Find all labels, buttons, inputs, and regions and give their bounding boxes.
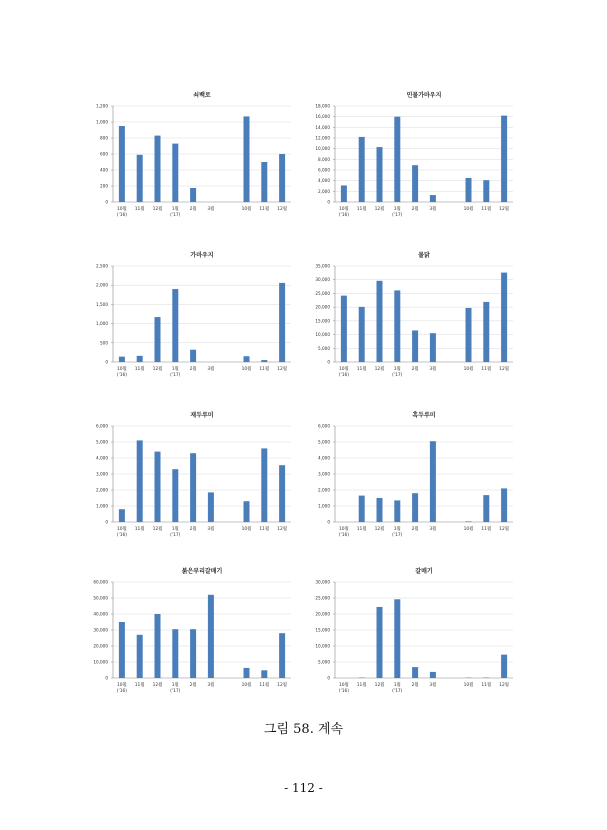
y-tick-label: 4,000 xyxy=(96,455,108,461)
bar xyxy=(244,668,250,678)
bar xyxy=(172,289,178,362)
y-tick-label: 0 xyxy=(105,359,108,365)
y-tick-label: 1,000 xyxy=(96,119,108,125)
x-year-label: ('16) xyxy=(338,373,350,378)
y-tick-label: 4,000 xyxy=(318,455,330,461)
chart-title: 갈매기 xyxy=(415,568,433,575)
x-year-label: ('17) xyxy=(170,533,181,538)
x-tick-label: 10월 xyxy=(116,527,127,532)
x-tick-label: 3월 xyxy=(429,367,437,372)
bar xyxy=(261,448,267,522)
y-tick-label: 200 xyxy=(100,183,108,189)
bar xyxy=(279,465,285,522)
x-tick-label: 11월 xyxy=(259,527,270,532)
y-tick-label: 50,000 xyxy=(93,595,108,601)
bar xyxy=(119,509,125,522)
x-tick-label: 10월 xyxy=(463,207,474,212)
x-tick-label: 1월 xyxy=(171,207,179,212)
x-tick-label: 3월 xyxy=(429,683,437,688)
y-tick-label: 20,000 xyxy=(93,643,108,649)
y-tick-label: 5,000 xyxy=(318,439,330,445)
bar xyxy=(394,599,400,678)
x-tick-label: 11월 xyxy=(481,367,492,372)
y-tick-label: 15,000 xyxy=(315,318,330,324)
x-tick-label: 2월 xyxy=(411,527,419,532)
bar xyxy=(119,126,125,202)
y-tick-label: 400 xyxy=(100,167,108,173)
bar xyxy=(172,469,178,522)
y-tick-label: 0 xyxy=(327,519,330,525)
page-number: - 112 - xyxy=(284,781,323,795)
x-tick-label: 11월 xyxy=(134,683,145,688)
y-tick-label: 35,000 xyxy=(315,263,330,269)
x-tick-label: 11월 xyxy=(481,527,492,532)
x-tick-label: 3월 xyxy=(429,527,437,532)
y-tick-label: 25,000 xyxy=(315,290,330,296)
x-tick-label: 12월 xyxy=(374,367,385,372)
x-tick-label: 2월 xyxy=(189,683,197,688)
x-tick-label: 3월 xyxy=(207,367,215,372)
y-tick-label: 6,000 xyxy=(318,167,330,173)
x-tick-label: 1월 xyxy=(393,207,401,212)
y-tick-label: 600 xyxy=(100,151,108,157)
bar xyxy=(208,595,214,678)
y-tick-label: 500 xyxy=(100,340,108,346)
y-tick-label: 3,000 xyxy=(318,471,330,477)
x-year-label: ('17) xyxy=(170,689,181,694)
bar xyxy=(119,622,125,678)
x-year-label: ('16) xyxy=(116,373,128,378)
y-tick-label: 2,000 xyxy=(318,188,330,194)
y-tick-label: 20,000 xyxy=(315,611,330,617)
x-tick-label: 11월 xyxy=(134,367,145,372)
x-tick-label: 10월 xyxy=(338,527,349,532)
x-tick-label: 10월 xyxy=(463,527,474,532)
x-tick-label: 2월 xyxy=(411,683,419,688)
y-tick-label: 40,000 xyxy=(93,611,108,617)
x-tick-label: 12월 xyxy=(152,683,163,688)
y-tick-label: 30,000 xyxy=(315,277,330,283)
x-tick-label: 10월 xyxy=(338,207,349,212)
x-tick-label: 1월 xyxy=(171,527,179,532)
bar xyxy=(430,195,436,202)
x-tick-label: 2월 xyxy=(189,367,197,372)
bar xyxy=(501,116,507,202)
bar xyxy=(430,333,436,362)
bar xyxy=(412,493,418,522)
x-tick-label: 12월 xyxy=(152,207,163,212)
bar xyxy=(244,116,250,202)
x-tick-label: 11월 xyxy=(356,683,367,688)
x-tick-label: 3월 xyxy=(429,207,437,212)
y-tick-label: 14,000 xyxy=(315,124,330,130)
bar xyxy=(279,633,285,678)
x-tick-label: 12월 xyxy=(374,527,385,532)
bar xyxy=(155,317,161,362)
y-tick-label: 4,000 xyxy=(318,178,330,184)
x-tick-label: 12월 xyxy=(152,367,163,372)
bar xyxy=(377,281,383,362)
x-tick-label: 11월 xyxy=(259,367,270,372)
y-tick-label: 0 xyxy=(327,359,330,365)
chart-title: 물닭 xyxy=(418,252,430,259)
x-tick-label: 12월 xyxy=(277,527,288,532)
bar xyxy=(190,350,196,362)
y-tick-label: 0 xyxy=(327,675,330,681)
x-tick-label: 12월 xyxy=(499,527,510,532)
bar xyxy=(466,178,472,202)
x-tick-label: 11월 xyxy=(134,207,145,212)
x-year-label: ('16) xyxy=(116,689,128,694)
x-tick-label: 12월 xyxy=(277,367,288,372)
x-year-label: ('16) xyxy=(116,213,128,218)
y-tick-label: 18,000 xyxy=(315,103,330,109)
bar xyxy=(172,144,178,202)
x-tick-label: 2월 xyxy=(411,367,419,372)
chart-title: 쇠백로 xyxy=(193,92,211,99)
y-tick-label: 0 xyxy=(105,675,108,681)
y-tick-label: 15,000 xyxy=(315,627,330,633)
bar xyxy=(190,629,196,678)
x-year-label: ('17) xyxy=(392,689,403,694)
y-tick-label: 0 xyxy=(105,199,108,205)
y-tick-label: 8,000 xyxy=(318,156,330,162)
x-tick-label: 1월 xyxy=(171,367,179,372)
y-tick-label: 1,000 xyxy=(96,321,108,327)
bar xyxy=(466,308,472,362)
x-year-label: ('16) xyxy=(116,533,128,538)
x-year-label: ('17) xyxy=(392,213,403,218)
y-tick-label: 16,000 xyxy=(315,114,330,120)
x-year-label: ('17) xyxy=(170,373,181,378)
y-tick-label: 10,000 xyxy=(315,332,330,338)
y-tick-label: 0 xyxy=(105,519,108,525)
bar xyxy=(377,498,383,522)
bar xyxy=(244,356,250,362)
x-tick-label: 12월 xyxy=(277,207,288,212)
y-tick-label: 3,000 xyxy=(96,471,108,477)
x-tick-label: 11월 xyxy=(481,207,492,212)
bar xyxy=(261,162,267,202)
x-tick-label: 11월 xyxy=(481,683,492,688)
x-year-label: ('17) xyxy=(392,533,403,538)
y-tick-label: 12,000 xyxy=(315,135,330,141)
x-tick-label: 11월 xyxy=(259,207,270,212)
bar xyxy=(359,307,365,362)
bar xyxy=(412,330,418,362)
y-tick-label: 6,000 xyxy=(318,423,330,429)
bar xyxy=(190,188,196,202)
x-year-label: ('16) xyxy=(338,689,350,694)
x-year-label: ('16) xyxy=(338,533,350,538)
y-tick-label: 30,000 xyxy=(315,579,330,585)
bar xyxy=(394,117,400,202)
x-tick-label: 12월 xyxy=(499,207,510,212)
x-tick-label: 12월 xyxy=(374,683,385,688)
x-tick-label: 3월 xyxy=(207,527,215,532)
bar xyxy=(279,283,285,362)
x-tick-label: 1월 xyxy=(393,683,401,688)
x-tick-label: 10월 xyxy=(241,367,252,372)
bar xyxy=(430,672,436,678)
bar xyxy=(244,501,250,522)
y-tick-label: 2,000 xyxy=(96,487,108,493)
y-tick-label: 1,200 xyxy=(96,103,108,109)
bar xyxy=(501,273,507,362)
x-tick-label: 12월 xyxy=(152,527,163,532)
y-tick-label: 5,000 xyxy=(318,345,330,351)
bar xyxy=(137,440,143,522)
y-tick-label: 10,000 xyxy=(315,643,330,649)
x-tick-label: 3월 xyxy=(207,683,215,688)
bar xyxy=(483,495,489,522)
x-tick-label: 1월 xyxy=(171,683,179,688)
bar xyxy=(483,180,489,202)
bar xyxy=(261,360,267,362)
y-tick-label: 2,000 xyxy=(318,487,330,493)
y-tick-label: 0 xyxy=(327,199,330,205)
x-tick-label: 10월 xyxy=(116,683,127,688)
bar xyxy=(359,496,365,522)
bar xyxy=(137,635,143,678)
bar xyxy=(137,155,143,202)
bar xyxy=(155,136,161,202)
x-tick-label: 12월 xyxy=(499,683,510,688)
x-tick-label: 10월 xyxy=(338,367,349,372)
bar xyxy=(412,667,418,678)
x-tick-label: 10월 xyxy=(241,683,252,688)
y-tick-label: 25,000 xyxy=(315,595,330,601)
bar xyxy=(341,185,347,202)
x-tick-label: 10월 xyxy=(116,207,127,212)
y-tick-label: 2,500 xyxy=(96,263,108,269)
chart-title: 붉은부리갈매기 xyxy=(181,568,223,575)
bar xyxy=(208,492,214,522)
y-tick-label: 60,000 xyxy=(93,579,108,585)
y-tick-label: 1,000 xyxy=(318,503,330,509)
chart-title: 흑두루미 xyxy=(412,412,436,419)
x-tick-label: 11월 xyxy=(356,527,367,532)
y-tick-label: 20,000 xyxy=(315,304,330,310)
bar xyxy=(279,154,285,202)
bar xyxy=(359,137,365,202)
x-tick-label: 3월 xyxy=(207,207,215,212)
y-tick-label: 10,000 xyxy=(93,659,108,665)
x-tick-label: 1월 xyxy=(393,527,401,532)
x-tick-label: 10월 xyxy=(463,683,474,688)
bar xyxy=(137,356,143,362)
y-tick-label: 6,000 xyxy=(96,423,108,429)
figure-caption: 그림 58. 계속 xyxy=(263,722,344,737)
bar xyxy=(377,147,383,202)
y-tick-label: 1,500 xyxy=(96,301,108,307)
x-tick-label: 12월 xyxy=(277,683,288,688)
bar xyxy=(483,302,489,362)
x-year-label: ('16) xyxy=(338,213,350,218)
y-tick-label: 2,000 xyxy=(96,282,108,288)
bar xyxy=(377,607,383,678)
x-tick-label: 2월 xyxy=(411,207,419,212)
bar xyxy=(394,500,400,522)
x-tick-label: 10월 xyxy=(116,367,127,372)
x-tick-label: 12월 xyxy=(499,367,510,372)
x-year-label: ('17) xyxy=(170,213,181,218)
x-tick-label: 12월 xyxy=(374,207,385,212)
x-tick-label: 10월 xyxy=(338,683,349,688)
y-tick-label: 5,000 xyxy=(318,659,330,665)
x-year-label: ('17) xyxy=(392,373,403,378)
x-tick-label: 10월 xyxy=(463,367,474,372)
x-tick-label: 11월 xyxy=(356,207,367,212)
y-tick-label: 1,000 xyxy=(96,503,108,509)
bar xyxy=(412,165,418,202)
y-tick-label: 10,000 xyxy=(315,146,330,152)
bar xyxy=(466,521,472,522)
x-tick-label: 11월 xyxy=(259,683,270,688)
bar xyxy=(501,488,507,522)
y-tick-label: 5,000 xyxy=(96,439,108,445)
bar xyxy=(155,452,161,522)
x-tick-label: 10월 xyxy=(241,527,252,532)
chart-title: 가마우지 xyxy=(190,252,214,259)
bar xyxy=(190,453,196,522)
chart-title: 재두루미 xyxy=(190,412,214,419)
bar xyxy=(501,655,507,678)
bar xyxy=(119,357,125,362)
bar xyxy=(261,670,267,678)
bar xyxy=(172,629,178,678)
x-tick-label: 2월 xyxy=(189,527,197,532)
chart-title: 민물가마우지 xyxy=(406,92,442,99)
bar xyxy=(341,296,347,362)
x-tick-label: 2월 xyxy=(189,207,197,212)
x-tick-label: 1월 xyxy=(393,367,401,372)
y-tick-label: 800 xyxy=(100,135,108,141)
x-tick-label: 11월 xyxy=(356,367,367,372)
x-tick-label: 10월 xyxy=(241,207,252,212)
bar xyxy=(155,614,161,678)
bar xyxy=(394,290,400,362)
y-tick-label: 30,000 xyxy=(93,627,108,633)
x-tick-label: 11월 xyxy=(134,527,145,532)
bar xyxy=(430,441,436,522)
